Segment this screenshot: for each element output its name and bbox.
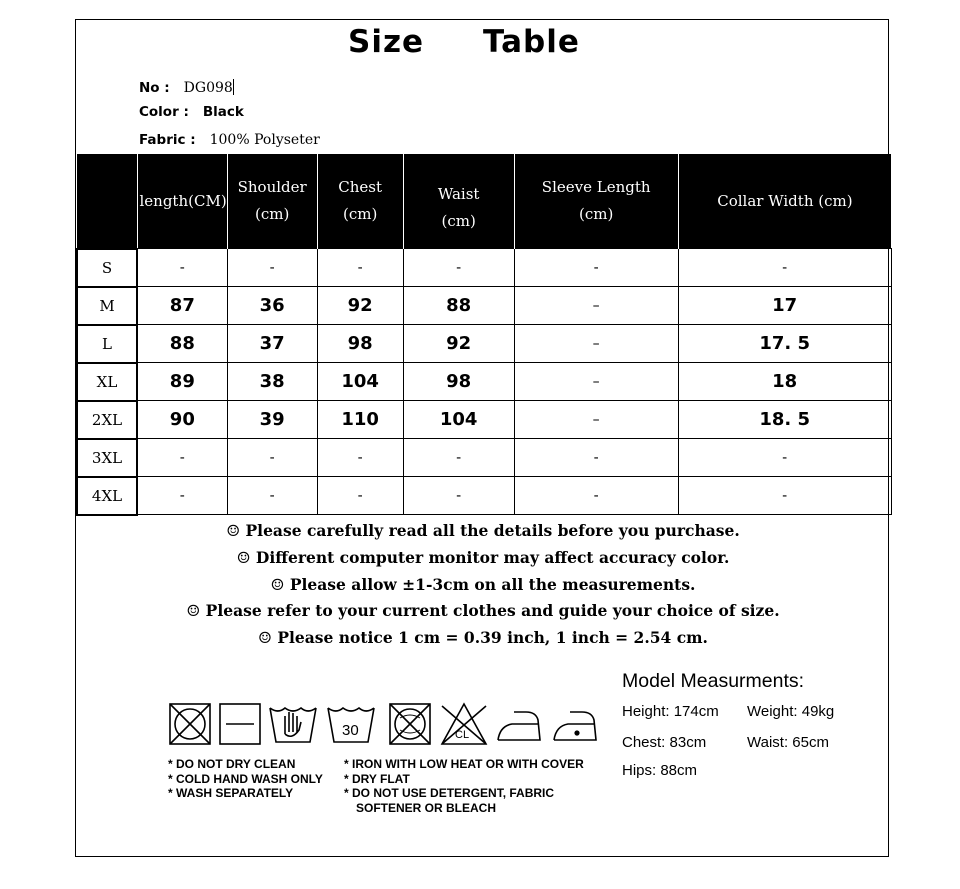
care-instruction: * COLD HAND WASH ONLY bbox=[168, 771, 323, 786]
table-cell: 18. 5 bbox=[678, 401, 891, 439]
column-header-collar-width: Collar Width (cm) bbox=[678, 154, 891, 249]
product-fabric-value: 100% Polyseter bbox=[209, 132, 320, 148]
no-bleach-icon bbox=[442, 704, 486, 744]
table-cell: – bbox=[514, 363, 678, 401]
purchase-notes bbox=[76, 518, 890, 652]
table-cell: 18 bbox=[678, 363, 891, 401]
table-cell: - bbox=[403, 439, 514, 477]
size-label: S bbox=[77, 249, 137, 287]
care-instruction: * IRON WITH LOW HEAT OR WITH COVER bbox=[344, 757, 584, 771]
table-header-row bbox=[77, 154, 891, 249]
no-tumble-dry-icon bbox=[170, 704, 210, 744]
care-icons bbox=[168, 702, 598, 746]
table-row bbox=[77, 439, 891, 477]
product-number-label: No : bbox=[139, 80, 170, 96]
column-header-waist: Waist (cm) bbox=[403, 154, 514, 249]
size-label: M bbox=[77, 287, 137, 325]
table-cell: 17 bbox=[678, 287, 891, 325]
product-fabric-label: Fabric : bbox=[139, 132, 196, 148]
product-color bbox=[139, 104, 244, 120]
model-hips: Hips: 88cm bbox=[622, 762, 698, 779]
size-label: 4XL bbox=[77, 477, 137, 515]
table-cell: – bbox=[514, 287, 678, 325]
table-cell: - bbox=[678, 477, 891, 515]
product-color-value: Black bbox=[202, 104, 244, 120]
note-line: ☺ Please refer to your current clothes and guide your choice of size. bbox=[186, 601, 780, 621]
care-instruction: * DO NOT USE DETERGENT, FABRIC bbox=[344, 786, 555, 800]
size-label: L bbox=[77, 325, 137, 363]
table-cell: 89 bbox=[137, 363, 227, 401]
column-header-chest: Chest (cm) bbox=[317, 154, 403, 249]
product-number bbox=[139, 79, 234, 96]
model-height: Height: 174cm bbox=[622, 703, 719, 720]
svg-text:30: 30 bbox=[342, 722, 359, 739]
table-cell: 87 bbox=[137, 287, 227, 325]
table-cell: 104 bbox=[317, 363, 403, 401]
product-color-label: Color : bbox=[139, 104, 189, 120]
table-cell: - bbox=[227, 249, 317, 287]
dry-flat-icon bbox=[220, 704, 260, 744]
page-title: Size Table bbox=[348, 24, 580, 60]
note-line: ☺ Different computer monitor may affect accuracy color. bbox=[236, 547, 730, 567]
table-cell: - bbox=[514, 439, 678, 477]
table-row bbox=[77, 287, 891, 325]
column-header-length: length(CM) bbox=[137, 154, 227, 249]
table-cell: - bbox=[317, 477, 403, 515]
table-row bbox=[77, 401, 891, 439]
table-cell: - bbox=[678, 439, 891, 477]
table-cell: 39 bbox=[227, 401, 317, 439]
table-cell: - bbox=[403, 477, 514, 515]
table-cell: 92 bbox=[317, 287, 403, 325]
table-cell: 104 bbox=[403, 401, 514, 439]
size-table bbox=[76, 154, 892, 516]
table-row bbox=[77, 325, 891, 363]
table-cell: - bbox=[227, 477, 317, 515]
model-waist: Waist: 65cm bbox=[747, 734, 829, 751]
table-cell: - bbox=[317, 439, 403, 477]
table-cell: 88 bbox=[403, 287, 514, 325]
model-chest: Chest: 83cm bbox=[622, 734, 707, 751]
table-cell: 17. 5 bbox=[678, 325, 891, 363]
model-weight: Weight: 49kg bbox=[747, 703, 835, 720]
table-cell: - bbox=[227, 439, 317, 477]
table-cell: - bbox=[403, 249, 514, 287]
table-cell: 90 bbox=[137, 401, 227, 439]
table-cell: 98 bbox=[317, 325, 403, 363]
table-cell: - bbox=[137, 249, 227, 287]
model-title: Model Measurments: bbox=[622, 670, 805, 692]
table-cell: - bbox=[137, 477, 227, 515]
size-label: 2XL bbox=[77, 401, 137, 439]
product-fabric bbox=[139, 132, 320, 148]
iron-icon bbox=[498, 712, 540, 740]
size-label: 3XL bbox=[77, 439, 137, 477]
note-line: ☺ Please carefully read all the details before you purchase. bbox=[226, 521, 740, 540]
note-line: ☺ Please allow ±1-3cm on all the measurements. bbox=[270, 574, 696, 594]
table-cell: 38 bbox=[227, 363, 317, 401]
care-instructions-left bbox=[168, 757, 323, 801]
column-header-sleeve-length: Sleeve Length (cm) bbox=[514, 154, 678, 249]
care-instruction: * WASH SEPARATELY bbox=[168, 786, 294, 800]
table-cell: 92 bbox=[403, 325, 514, 363]
table-cell: - bbox=[514, 477, 678, 515]
column-header-shoulder: Shoulder (cm) bbox=[227, 154, 317, 249]
care-instructions-right bbox=[344, 757, 584, 815]
table-cell: 88 bbox=[137, 325, 227, 363]
svg-text:CL: CL bbox=[455, 729, 470, 741]
table-cell: 37 bbox=[227, 325, 317, 363]
table-row bbox=[77, 249, 891, 287]
table-cell: 36 bbox=[227, 287, 317, 325]
table-cell: - bbox=[678, 249, 891, 287]
table-cell: - bbox=[137, 439, 227, 477]
care-instruction: * DO NOT DRY CLEAN bbox=[168, 757, 296, 771]
table-cell: - bbox=[514, 249, 678, 287]
care-instruction: * DRY FLAT bbox=[344, 771, 410, 786]
table-cell: 98 bbox=[403, 363, 514, 401]
text-cursor bbox=[233, 79, 235, 95]
care-instruction: SOFTENER OR BLEACH bbox=[356, 800, 497, 815]
hand-wash-icon bbox=[270, 708, 316, 742]
column-header bbox=[77, 154, 137, 249]
table-cell: – bbox=[514, 325, 678, 363]
product-number-value: DG098 bbox=[183, 80, 233, 96]
note-line: ☺ Please notice 1 cm = 0.39 inch, 1 inch = 2.54 cm. bbox=[258, 628, 708, 648]
table-row bbox=[77, 477, 891, 515]
table-cell: 110 bbox=[317, 401, 403, 439]
no-dry-clean-icon bbox=[390, 704, 430, 744]
size-label: XL bbox=[77, 363, 137, 401]
wash-30-icon bbox=[328, 708, 374, 742]
table-cell: – bbox=[514, 401, 678, 439]
table-row bbox=[77, 363, 891, 401]
table-cell: - bbox=[317, 249, 403, 287]
iron-low-heat-icon bbox=[554, 712, 596, 740]
